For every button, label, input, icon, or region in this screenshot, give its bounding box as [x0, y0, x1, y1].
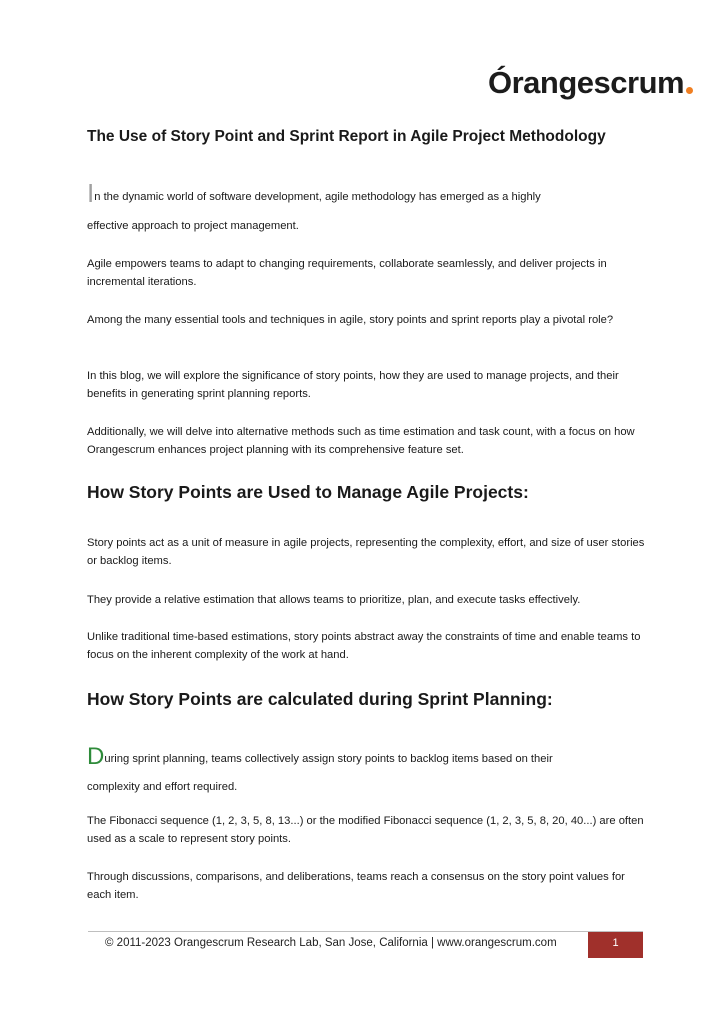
- paragraph: Story points act as a unit of measure in agile projects, representing the complexity, effort, and size of user stories or backlog items.: [87, 537, 645, 567]
- intro-first-line: n the dynamic world of software development, agile methodology has emerged as a highly: [94, 191, 541, 203]
- dropcap-letter: D: [87, 743, 105, 770]
- paragraph: They provide a relative estimation that allows teams to prioritize, plan, and execute tasks effectively.: [87, 594, 581, 606]
- logo-text: Órangescrum: [488, 65, 685, 100]
- paragraph: In this blog, we will explore the significance of story points, how they are used to manage projects, and their benefits in generating sprint planning reports.: [87, 370, 619, 400]
- logo-dot-icon: [686, 87, 693, 94]
- footer-divider: [88, 931, 643, 932]
- paragraph: Through discussions, comparisons, and deliberations, teams reach a consensus on the story point values for each item.: [87, 871, 625, 901]
- section2-second-line: complexity and effort required.: [87, 781, 238, 793]
- document-title: The Use of Story Point and Sprint Report in Agile Project Methodology: [87, 128, 606, 145]
- paragraph: The Fibonacci sequence (1, 2, 3, 5, 8, 13...) or the modified Fibonacci sequence (1, 2, 3, 5, 8, 20, 40...) are often used as a scale to represent story points.: [87, 815, 644, 845]
- section2-first-line: uring sprint planning, teams collectively assign story points to backlog items based on their: [104, 753, 553, 765]
- section-heading: How Story Points are Used to Manage Agile Projects:: [87, 482, 529, 502]
- dropcap-letter: I: [87, 178, 95, 208]
- section2-intro-paragraph: [87, 745, 647, 796]
- intro-second-line: effective approach to project management.: [87, 220, 299, 232]
- paragraph: Agile empowers teams to adapt to changing requirements, collaborate seamlessly, and deliver projects in incremental iterations.: [87, 258, 607, 288]
- paragraph: Among the many essential tools and techniques in agile, story points and sprint reports play a pivotal role?: [87, 314, 614, 326]
- orangescrum-logo: [488, 58, 693, 98]
- paragraph: Unlike traditional time-based estimations, story points abstract away the constraints of time and enable teams to focus on the inherent complexity of the work at hand.: [87, 631, 641, 661]
- section-heading: How Story Points are calculated during Sprint Planning:: [87, 689, 553, 709]
- footer-text: © 2011-2023 Orangescrum Research Lab, San Jose, California | www.orangescrum.com: [105, 937, 557, 949]
- paragraph: Additionally, we will delve into alternative methods such as time estimation and task count, with a focus on how Orangescrum enhances project planning with its comprehensive feature set.: [87, 426, 635, 456]
- page-number-badge: 1: [588, 932, 643, 958]
- intro-paragraph: [87, 180, 647, 235]
